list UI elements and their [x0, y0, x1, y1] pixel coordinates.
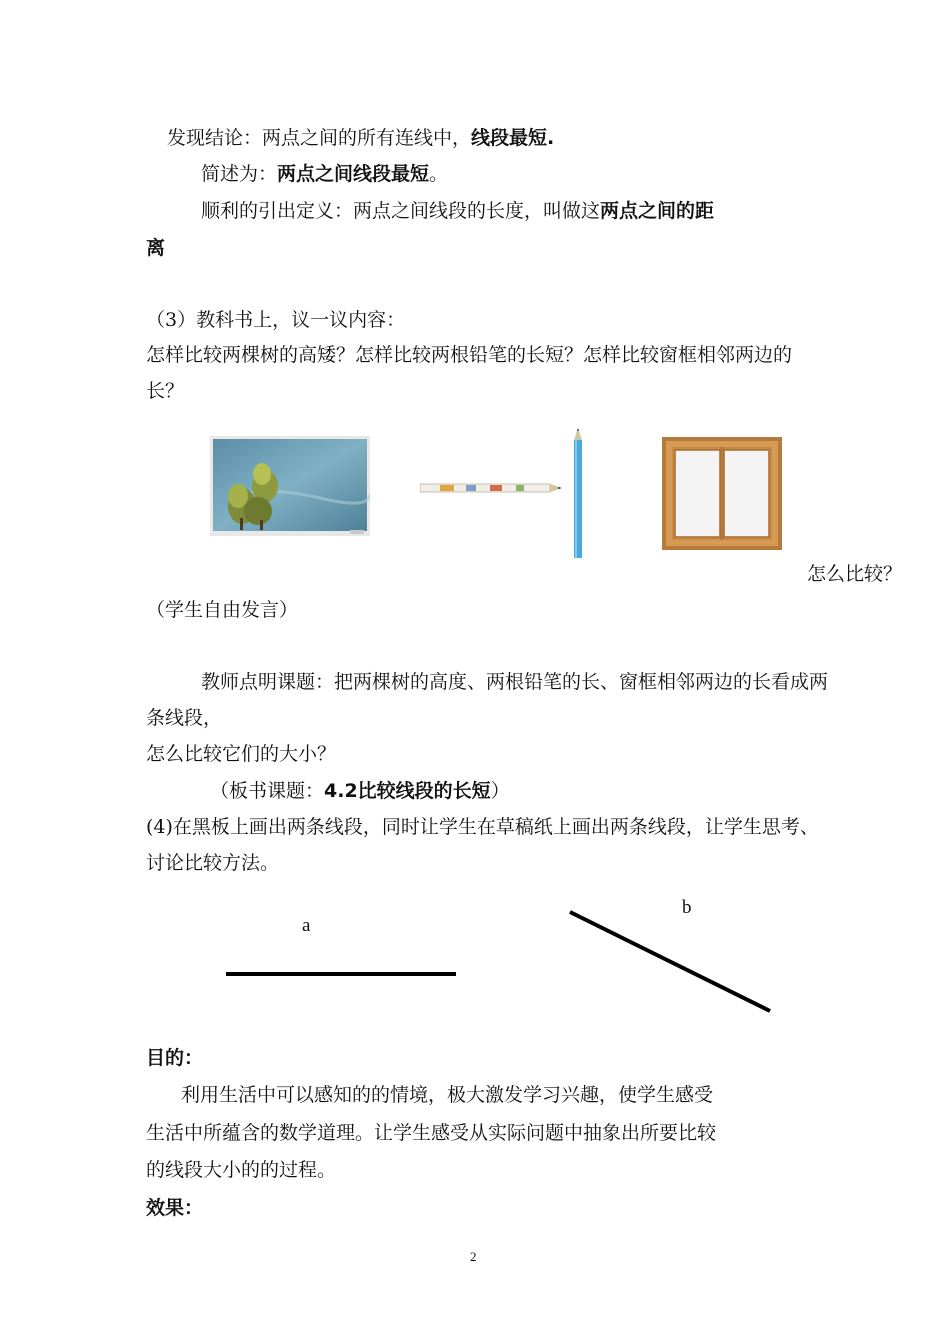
- definition-line: 顺利的引出定义：两点之间线段的长度，叫做这两点之间的距: [201, 200, 715, 222]
- question-line-2: 长？: [146, 380, 185, 402]
- segments-drawing: [0, 900, 950, 1020]
- textbook-title: （3）教科书上，议一议内容：: [146, 309, 406, 331]
- segment-a-label: a: [302, 915, 311, 936]
- purpose-heading: 目的：: [146, 1047, 204, 1069]
- how-compare-text: 怎么比较？: [807, 563, 903, 585]
- definition-line-continued: 离: [146, 237, 166, 259]
- pencil-horizontal: [420, 482, 562, 494]
- students-speak: （学生自由发言）: [146, 599, 299, 621]
- brief-line: 简述为：两点之间线段最短。: [201, 163, 449, 185]
- question-line-1: 怎样比较两棵树的高矮？怎样比较两根铅笔的长短？怎样比较窗框相邻两边的: [146, 344, 793, 366]
- topic-line: （板书课题：4.2比较线段的长短）: [210, 780, 510, 802]
- purpose-line-1: 利用生活中可以感知的的情境，极大激发学习兴趣，使学生感受: [181, 1084, 714, 1106]
- pencil-vertical: [571, 428, 585, 558]
- window-frame-photo: [662, 437, 782, 550]
- tree-photo: [210, 436, 370, 536]
- teacher-line-1: 教师点明课题：把两棵树的高度、两根铅笔的长、窗框相邻两边的长看成两: [201, 671, 829, 693]
- purpose-line-3: 的线段大小的的过程。: [146, 1159, 337, 1181]
- segment-b-label: b: [682, 897, 692, 918]
- page-number: 2: [470, 1249, 477, 1264]
- purpose-line-2: 生活中所蕴含的数学道理。让学生感受从实际问题中抽象出所要比较: [146, 1122, 717, 1144]
- teacher-line-3: 怎么比较它们的大小？: [146, 743, 337, 765]
- step4-line-1: (4)在黑板上画出两条线段，同时让学生在草稿纸上画出两条线段，让学生思考、: [146, 816, 819, 838]
- segment-b: [570, 912, 770, 1011]
- effect-heading: 效果：: [146, 1197, 204, 1219]
- conclusion-line: 发现结论：两点之间的所有连线中，线段最短.: [167, 127, 555, 149]
- step4-line-2: 讨论比较方法。: [146, 852, 280, 874]
- teacher-line-2: 条线段，: [146, 707, 223, 729]
